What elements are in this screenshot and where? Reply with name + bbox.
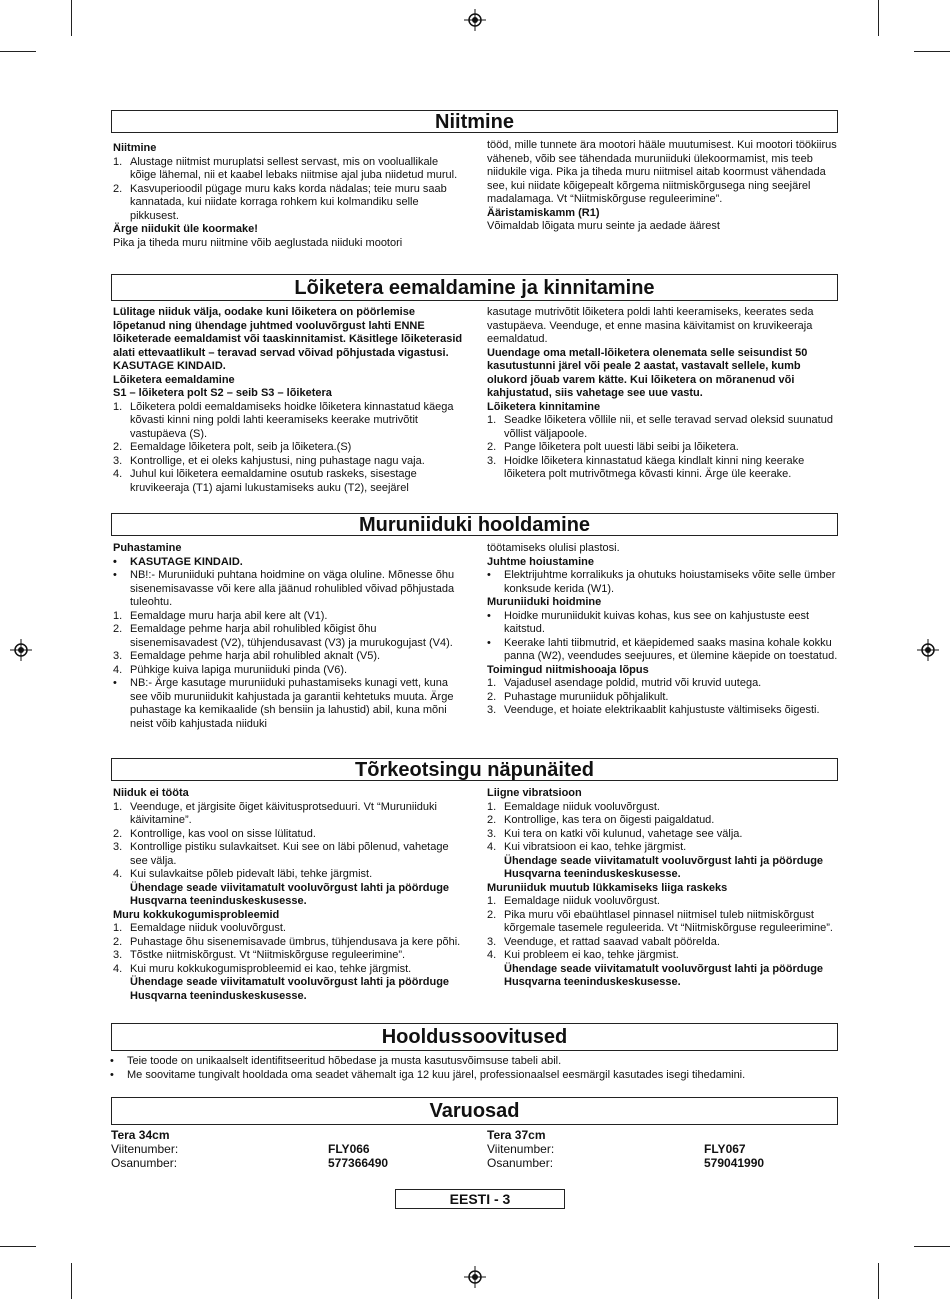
- paragraph-text: KASUTAGE KINDAID.: [113, 360, 226, 372]
- paragraph: [113, 223, 463, 237]
- paragraph-text: Pange lõiketera polt uuesti läbi seibi ja lõiketera.: [504, 441, 739, 453]
- paragraph: [113, 623, 465, 650]
- list-marker: 3.: [487, 935, 497, 948]
- registration-mark-icon: [464, 1266, 486, 1288]
- paragraph-text: Keerake lahti tiibmutrid, et käepidemed saaks masina kohale kokku panna (W2), veendudes seejuures, et ülemine käepide on toestatud.: [504, 636, 838, 662]
- paragraph: [113, 306, 465, 360]
- list-marker: 4.: [487, 949, 497, 961]
- paragraph-text: Ärge niidukit üle koormake!: [113, 223, 258, 235]
- paragraph-text: kasutage mutrivõtit lõiketera poldi lahti keeramiseks, keerates seda vastupäeva. Veenduge, et enne masina käivitamist on kruvikeeraja eemaldatud.: [487, 306, 814, 345]
- list-marker: 2.: [113, 827, 123, 840]
- paragraph-text: Kontrollige, kas vool on sisse lülitatud.: [130, 827, 316, 840]
- ref-number: FLY067: [704, 1142, 746, 1156]
- paragraph: [113, 542, 465, 556]
- hooldussoovitused-list: [110, 1055, 845, 1082]
- paragraph-text: töötamiseks olulisi plastosi.: [487, 542, 620, 554]
- paragraph-text: tööd, mille tunnete ära mootori hääle muutumisest. Kui mootori töökiirus väheneb, võib see tähendada muruniiduki ülekoormamist, mis teeb niidukile viga. Pika ja tiheda muru niitmisel aitab koormust vähendada see, kui niidate kõigepealt kõrgema niitmiskõrgusega ning seejärel madalamaga. Vt “Niitmiskõrguse reguleerimine”.: [487, 139, 837, 205]
- niitmine-col1: [113, 142, 463, 250]
- paragraph-text: NB:- Ärge kasutage muruniiduki puhastamiseks kunagi vett, kuna see võib muruniidukit kahjustada ja garantii kehtetuks muuta. Ärge puhastage ka kemikaalide (sh bensiin ja lahustid) abil, kuna mõni neist võib kahjustada niiduki: [130, 677, 454, 730]
- paragraph: [113, 868, 468, 882]
- list-marker: 3.: [113, 454, 123, 467]
- paragraph-text: Niiduk ei tööta: [113, 787, 189, 799]
- paragraph: [113, 677, 465, 731]
- paragraph-text: Hoidke muruniidukit kuivas kohas, kus see on kahjustuste eest kaitstud.: [504, 609, 810, 635]
- list-marker: 2.: [487, 814, 497, 826]
- paragraph-text: Kui sulavkaitse põleb pidevalt läbi, tehke järgmist.: [130, 868, 373, 880]
- part-number: 579041990: [704, 1156, 765, 1170]
- ref-label: Viitenumber:: [111, 1142, 179, 1156]
- crop-mark: [914, 1246, 950, 1247]
- list-marker: 3.: [113, 841, 123, 853]
- paragraph-text: S1 – lõiketera polt S2 – seib S3 – lõiketera: [113, 387, 332, 399]
- list-marker: 3.: [113, 650, 123, 662]
- list-marker: 2.: [113, 182, 123, 195]
- list-marker: 3.: [487, 827, 497, 840]
- paragraph: [113, 569, 465, 610]
- list-marker: •: [487, 636, 491, 649]
- paragraph-text: Hoidke lõiketera kinnastatud käega kindlalt kinni ning keerake lõiketera polt mutrivõtmega kõvasti kinni. Ärge üle keerake.: [504, 454, 805, 480]
- paragraph: [487, 414, 839, 441]
- paragraph-text: Ühendage seade viivitamatult vooluvõrgust lahti ja pöörduge Husqvarna teeninduskeskusesse.: [130, 881, 450, 907]
- list-marker: 1.: [113, 400, 123, 413]
- list-marker: •: [113, 555, 117, 568]
- paragraph: [113, 183, 463, 224]
- paragraph: [113, 801, 468, 828]
- loiketera-col1: [113, 306, 465, 495]
- paragraph: [487, 610, 839, 637]
- paragraph: [487, 139, 837, 207]
- list-marker: 1.: [487, 895, 497, 907]
- paragraph-text: Ääristamiskamm (R1): [487, 206, 600, 219]
- paragraph: [487, 677, 839, 691]
- paragraph: [487, 455, 839, 482]
- paragraph: [487, 814, 842, 828]
- paragraph-text: Puhastamine: [113, 542, 182, 554]
- crop-mark: [0, 51, 36, 52]
- paragraph: [113, 949, 468, 963]
- paragraph: [487, 801, 842, 815]
- paragraph-text: Teie toode on unikaalselt identifitseeritud hõbedase ja musta kasutusvõimsuse tabeli abil.: [127, 1055, 562, 1067]
- paragraph: [487, 556, 839, 570]
- paragraph-text: Juhtme hoiustamine: [487, 555, 594, 568]
- paragraph: [113, 909, 468, 923]
- section-title-hooldamine: Muruniiduki hooldamine: [111, 513, 838, 536]
- part-label: Osanumber:: [487, 1156, 554, 1170]
- list-marker: 4.: [113, 468, 123, 480]
- torkeotsing-col1: [113, 787, 468, 1003]
- paragraph: [487, 828, 842, 842]
- paragraph-text: Lülitage niiduk välja, oodake kuni lõiketera on pöörlemise lõpetanud ning ühendage juhtmed vooluvõrgust lahti ENNE lõiketerade eemaldamist või taaskinnitamist. Käsitlege lõiketerasid alati ettevaatlikult – teravad servad võivad põhjustada vigastusi.: [113, 306, 463, 359]
- paragraph-text: Eemaldage muru harja abil kere alt (V1).: [130, 609, 328, 622]
- paragraph: [113, 156, 463, 183]
- paragraph-text: Lõiketera kinnitamine: [487, 400, 601, 413]
- paragraph: [113, 455, 465, 469]
- paragraph: [113, 650, 465, 664]
- paragraph: [113, 664, 465, 678]
- paragraph-text: KASUTAGE KINDAID.: [130, 555, 243, 568]
- crop-mark: [878, 1263, 879, 1299]
- list-marker: 2.: [487, 908, 497, 921]
- paragraph: [113, 441, 465, 455]
- section-title-torkeotsing: Tõrkeotsingu näpunäited: [111, 758, 838, 781]
- paragraph-text: Eemaldage lõiketera polt, seib ja lõiketera.(S): [130, 441, 352, 453]
- paragraph: [487, 441, 839, 455]
- part-number: 577366490: [328, 1156, 389, 1170]
- hooldamine-col1: [113, 542, 465, 731]
- paragraph-text: Muruniiduk muutub lükkamiseks liiga raskeks: [487, 881, 728, 894]
- paragraph-text: Lõiketera poldi eemaldamiseks hoidke lõiketera kinnastatud käega kõvasti kinni ning poldi lahti keeramiseks keerake mutrivõtit vastupäeva (S).: [130, 400, 454, 440]
- list-marker: 1.: [113, 609, 123, 622]
- paragraph-text: Muru kokkukogumisprobleemid: [113, 908, 280, 921]
- paragraph-text: Puhastage muruniiduk põhjalikult.: [504, 690, 669, 703]
- paragraph: [113, 610, 465, 624]
- part-label: Osanumber:: [111, 1156, 178, 1170]
- paragraph: [113, 936, 468, 950]
- paragraph: [487, 963, 842, 990]
- paragraph: [113, 387, 465, 401]
- paragraph: [487, 637, 839, 664]
- torkeotsing-col2: [487, 787, 842, 990]
- paragraph-text: Niitmine: [113, 142, 157, 154]
- list-marker: 1.: [487, 414, 497, 426]
- paragraph-text: Puhastage õhu sisenemisavade ümbrus, tühjendusava ja kere põhi.: [130, 935, 461, 948]
- paragraph-text: Kontrollige, et ei oleks kahjustusi, ning puhastage nagu vaja.: [130, 454, 425, 467]
- paragraph: [110, 1069, 845, 1083]
- paragraph-text: Tõstke niitmiskõrgust. Vt “Niitmiskõrguse reguleerimine”.: [130, 949, 406, 961]
- ref-number: FLY066: [328, 1142, 370, 1156]
- paragraph-text: Ühendage seade viivitamatult vooluvõrgust lahti ja pöörduge Husqvarna teeninduskeskusesse.: [504, 854, 824, 880]
- list-marker: •: [110, 1055, 114, 1067]
- paragraph-text: Elektrijuhtme korralikuks ja ohutuks hoiustamiseks võite selle ümber konksude kerida (W1).: [504, 569, 836, 595]
- list-marker: •: [487, 569, 491, 581]
- paragraph-text: Kui muru kokkukogumisprobleemid ei kao, tehke järgmist.: [130, 962, 412, 975]
- paragraph: [113, 401, 465, 442]
- list-marker: 2.: [113, 441, 123, 453]
- paragraph-text: Liigne vibratsioon: [487, 787, 582, 799]
- paragraph-text: Eemaldage pehme harja abil rohulibled kõigist õhu sisenemisavadest (V2), tühjendusavast (V3) ja murukogujast (V4).: [130, 623, 453, 649]
- paragraph-text: Seadke lõiketera võllile nii, et selle teravad servad oleksid suunatud võllist väljapoole.: [504, 414, 833, 440]
- paragraph: [113, 360, 465, 374]
- paragraph-text: Muruniiduki hoidmine: [487, 596, 602, 608]
- paragraph: [113, 882, 468, 909]
- paragraph-text: Veenduge, et järgisite õiget käivitusprotseduuri. Vt “Muruniiduki käivitamine”.: [130, 800, 437, 826]
- paragraph: [487, 220, 837, 234]
- paragraph-text: Eemaldage pehme harja abil rohulibled aknalt (V5).: [130, 650, 381, 662]
- paragraph: [487, 909, 842, 936]
- paragraph-text: Pika muru või ebaühtlasel pinnasel niitmisel tuleb niitmiskõrgust kõrgemale tasemele reguleerida. Vt “Niitmiskõrguse reguleerimine”.: [504, 908, 833, 934]
- list-marker: 3.: [113, 949, 123, 961]
- paragraph: [113, 237, 463, 251]
- crop-mark: [878, 0, 879, 36]
- section-title-varuosad: Varuosad: [111, 1097, 838, 1125]
- paragraph: [487, 542, 839, 556]
- paragraph: [113, 142, 463, 156]
- paragraph-text: Eemaldage niiduk vooluvõrgust.: [504, 800, 660, 813]
- paragraph: [487, 787, 842, 801]
- paragraph-text: Veenduge, et rattad saavad vabalt pöörelda.: [504, 935, 720, 948]
- list-marker: 1.: [113, 800, 123, 813]
- paragraph-text: Me soovitame tungivalt hooldada oma seadet vähemalt iga 12 kuu järel, professionaalsel eesmärgil kasutades isegi tihedamini.: [127, 1068, 746, 1081]
- paragraph-text: Uuendage oma metall-lõiketera olenemata selle seisundist 50 kasutustunni järel või peale 2 aastat, vastavalt sellele, kumb olukord jõuab varem kätte. Kui lõiketera on mõranenud või kahjustatud, siis vahetage see uue vastu.: [487, 346, 808, 399]
- list-marker: 1.: [487, 677, 497, 689]
- list-marker: 2.: [113, 623, 123, 635]
- paragraph-text: Kui probleem ei kao, tehke järgmist.: [504, 949, 679, 961]
- paragraph-text: Kasvuperioodil pügage muru kaks korda nädalas; teie muru saab kannatada, kui niidate korraga rohkem kui kolmandiku selle pikkusest.: [130, 182, 447, 222]
- paragraph-text: Juhul kui lõiketera eemaldamine osutub raskeks, sisestage kruvikeeraja (T1) ajami lukustamiseks auku (T2), seejärel: [130, 468, 417, 494]
- paragraph: [113, 556, 465, 570]
- paragraph: [113, 787, 468, 801]
- list-marker: •: [113, 569, 117, 581]
- paragraph-text: Veenduge, et hoiate elektrikaablit kahjustuste vältimiseks õigesti.: [504, 704, 820, 716]
- crop-mark: [71, 0, 72, 36]
- hooldamine-col2: [487, 542, 839, 718]
- paragraph-text: Lõiketera eemaldamine: [113, 373, 235, 386]
- paragraph: [487, 664, 839, 678]
- paragraph-text: Pühkige kuiva lapiga muruniiduki pinda (V6).: [130, 663, 348, 676]
- paragraph-text: Vajadusel asendage poldid, mutrid või kruvid uutega.: [504, 677, 762, 689]
- paragraph-text: Alustage niitmist muruplatsi sellest servast, mis on vooluallikale kõige lähemal, nii et kaabel lebaks niitmise ajal juba niidetud murul.: [130, 155, 458, 181]
- section-title-niitmine: Niitmine: [111, 110, 838, 133]
- paragraph-text: NB!:- Muruniiduki puhtana hoidmine on väga oluline. Mõnesse õhu sisenemisavasse või kere alla jäänud rohulibled võivad põhjustada tuleohtu.: [130, 569, 455, 608]
- ref-label: Viitenumber:: [487, 1142, 555, 1156]
- paragraph-text: Eemaldage niiduk vooluvõrgust.: [504, 895, 660, 907]
- paragraph: [487, 704, 839, 718]
- paragraph-text: Võimaldab lõigata muru seinte ja aedade äärest: [487, 220, 720, 232]
- paragraph-text: Kontrollige, kas tera on õigesti paigaldatud.: [504, 814, 715, 826]
- paragraph: [487, 347, 839, 401]
- paragraph: [487, 855, 842, 882]
- list-marker: •: [487, 609, 491, 622]
- paragraph: [113, 828, 468, 842]
- registration-mark-icon: [464, 9, 486, 31]
- page-number: EESTI - 3: [395, 1189, 565, 1209]
- list-marker: 3.: [487, 704, 497, 716]
- loiketera-col2: [487, 306, 839, 482]
- list-marker: •: [110, 1068, 114, 1081]
- paragraph: [113, 841, 468, 868]
- paragraph: [487, 691, 839, 705]
- list-marker: 2.: [487, 690, 497, 703]
- crop-mark: [71, 1263, 72, 1299]
- paragraph: [113, 468, 465, 495]
- paragraph: [487, 306, 839, 347]
- list-marker: 1.: [113, 155, 123, 168]
- list-marker: •: [113, 677, 117, 689]
- paragraph: [110, 1055, 845, 1069]
- list-marker: 3.: [487, 454, 497, 467]
- paragraph-text: Eemaldage niiduk vooluvõrgust.: [130, 922, 286, 934]
- paragraph: [487, 207, 837, 221]
- parts-heading: Tera 34cm: [111, 1128, 170, 1142]
- paragraph: [487, 841, 842, 855]
- paragraph: [487, 895, 842, 909]
- list-marker: 4.: [487, 841, 497, 853]
- registration-mark-icon: [917, 639, 939, 661]
- crop-mark: [914, 51, 950, 52]
- paragraph: [113, 976, 468, 1003]
- paragraph-text: Pika ja tiheda muru niitmine võib aeglustada niiduki mootori: [113, 236, 403, 249]
- paragraph: [487, 882, 842, 896]
- parts-heading: Tera 37cm: [487, 1128, 546, 1142]
- paragraph-text: Kui vibratsioon ei kao, tehke järgmist.: [504, 841, 687, 853]
- paragraph-text: Ühendage seade viivitamatult vooluvõrgust lahti ja pöörduge Husqvarna teeninduskeskusesse.: [504, 962, 824, 988]
- list-marker: 2.: [487, 441, 497, 453]
- list-marker: 1.: [113, 922, 123, 934]
- crop-mark: [0, 1246, 36, 1247]
- list-marker: 4.: [113, 663, 123, 676]
- paragraph: [487, 401, 839, 415]
- paragraph: [487, 569, 839, 596]
- registration-mark-icon: [10, 639, 32, 661]
- list-marker: 2.: [113, 935, 123, 948]
- paragraph: [487, 596, 839, 610]
- paragraph: [113, 963, 468, 977]
- paragraph-text: Toimingud niitmishooaja lõpus: [487, 663, 649, 676]
- paragraph: [113, 374, 465, 388]
- parts-right: [487, 1128, 847, 1170]
- paragraph-text: Ühendage seade viivitamatult vooluvõrgust lahti ja pöörduge Husqvarna teeninduskeskusesse.: [130, 976, 450, 1002]
- list-marker: 4.: [113, 962, 123, 975]
- section-title-loiketera: Lõiketera eemaldamine ja kinnitamine: [111, 274, 838, 301]
- paragraph-text: Kontrollige pistiku sulavkaitset. Kui see on läbi põlenud, vahetage see välja.: [130, 841, 449, 867]
- paragraph: [487, 949, 842, 963]
- paragraph: [113, 922, 468, 936]
- list-marker: 4.: [113, 868, 123, 880]
- section-title-hooldussoovitused: Hooldussoovitused: [111, 1023, 838, 1051]
- parts-left: [111, 1128, 471, 1170]
- paragraph-text: Kui tera on katki või kulunud, vahetage see välja.: [504, 827, 743, 840]
- niitmine-col2: [487, 139, 837, 234]
- paragraph: [487, 936, 842, 950]
- list-marker: 1.: [487, 800, 497, 813]
